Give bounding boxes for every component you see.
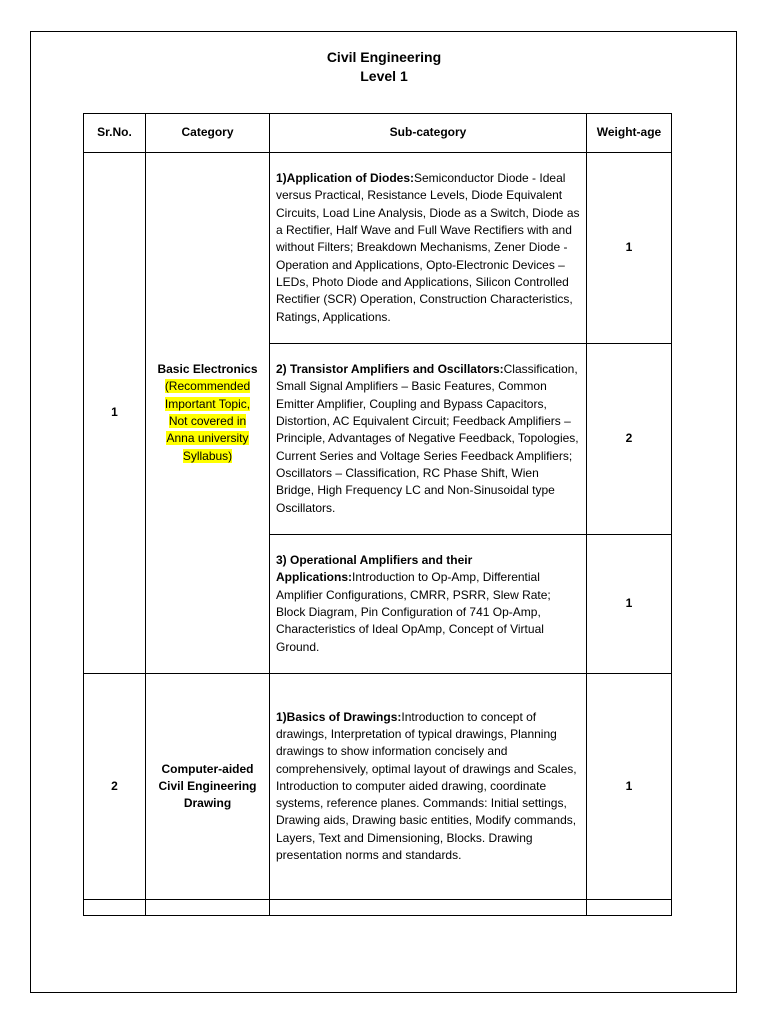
weightage-cell: 2 bbox=[587, 344, 672, 535]
weightage-cell: 1 bbox=[587, 535, 672, 674]
empty-cell bbox=[587, 900, 672, 916]
header-weightage: Weight-age bbox=[587, 114, 672, 153]
weightage-cell: 1 bbox=[587, 674, 672, 900]
subcategory-text: Introduction to Op-Amp, Differential Amplifier Configurations, CMRR, PSRR, Slew Rate; Block Diagram, Pin Configuration of 741 Op-Amp, Characteristics of Ideal OpAmp, Concept of Virtual Ground. bbox=[276, 570, 551, 654]
category-line: Computer-aided bbox=[161, 761, 254, 776]
table-row bbox=[84, 153, 672, 344]
subcategory-text: Introduction to concept of drawings, Interpretation of typical drawings, Planning drawings to show information concisely and comprehensively, optimal layout of drawings and Scales, Introduction to computer aided drawing, coordinate systems, reference planes. Commands: Initial settings, Drawing aids, Drawing basic entities, Modify commands, Layers, Text and Dimensioning, Blocks. Drawing presentation norms and standards. bbox=[276, 709, 577, 863]
subcategory-title: 3) Operational Amplifiers and their Applications: bbox=[276, 553, 473, 585]
header-subcategory: Sub-category bbox=[270, 114, 587, 153]
table-row bbox=[84, 674, 672, 900]
category-cell bbox=[146, 153, 270, 674]
subcategory-title: 1)Application of Diodes: bbox=[276, 171, 414, 186]
subcategory-cell bbox=[270, 153, 587, 344]
subcategory-text: Classification, Small Signal Amplifiers – Basic Features, Common Emitter Amplifier, Coupling and Bypass Capacitors, Distortion, AC Equivalent Circuit; Feedback Amplifiers – Principle, Advantages of Negative Feedback, Topologies, Current Series and Voltage Series Feedback Amplifiers; Oscillators – Classification, RC Phase Shift, Wien Bridge, High Frequency LC and Non-Sinusoidal type Oscillators. bbox=[276, 362, 579, 515]
subcategory-text: Semiconductor Diode - Ideal versus Practical, Resistance Levels, Diode Equivalent Circuits, Load Line Analysis, Diode as a Switch, Diode as a Rectifier, Half Wave and Full Wave Rectifiers with and without Filters; Breakdown Mechanisms, Zener Diode - Operation and Applications, Opto-Electronic Devices – LEDs, Photo Diode and Applications, Silicon Controlled Rectifier (SCR) Operation, Construction Characteristics, Ratings, Applications. bbox=[276, 171, 580, 324]
category-note bbox=[152, 378, 263, 464]
category-line: Drawing bbox=[183, 796, 232, 811]
category-main: Basic Electronics bbox=[157, 362, 258, 377]
note-line: Syllabus) bbox=[182, 448, 233, 463]
empty-row bbox=[84, 900, 672, 916]
header-category: Category bbox=[146, 114, 270, 153]
sr-no-cell: 1 bbox=[84, 153, 146, 674]
note-line: Not covered in bbox=[168, 414, 247, 428]
title-line-1: Civil Engineering bbox=[326, 49, 442, 65]
subcategory-cell bbox=[270, 344, 587, 535]
sr-no-cell: 2 bbox=[84, 674, 146, 900]
subcategory-cell bbox=[270, 674, 587, 900]
note-line: Important Topic, bbox=[164, 396, 251, 411]
category-cell bbox=[146, 674, 270, 900]
note-line: (Recommended bbox=[164, 379, 251, 394]
weightage-cell: 1 bbox=[587, 153, 672, 344]
syllabus-table bbox=[83, 113, 672, 916]
document-title bbox=[0, 48, 768, 86]
empty-cell bbox=[270, 900, 587, 916]
category-line: Civil Engineering bbox=[158, 778, 257, 793]
header-row bbox=[84, 114, 672, 153]
empty-cell bbox=[146, 900, 270, 916]
subcategory-title: 1)Basics of Drawings: bbox=[276, 709, 402, 724]
note-line: Anna university bbox=[166, 431, 249, 446]
subcategory-title: 2) Transistor Amplifiers and Oscillators: bbox=[276, 362, 504, 377]
empty-cell bbox=[84, 900, 146, 916]
title-line-2: Level 1 bbox=[360, 68, 408, 84]
header-sr-no: Sr.No. bbox=[84, 114, 146, 153]
subcategory-cell bbox=[270, 535, 587, 674]
